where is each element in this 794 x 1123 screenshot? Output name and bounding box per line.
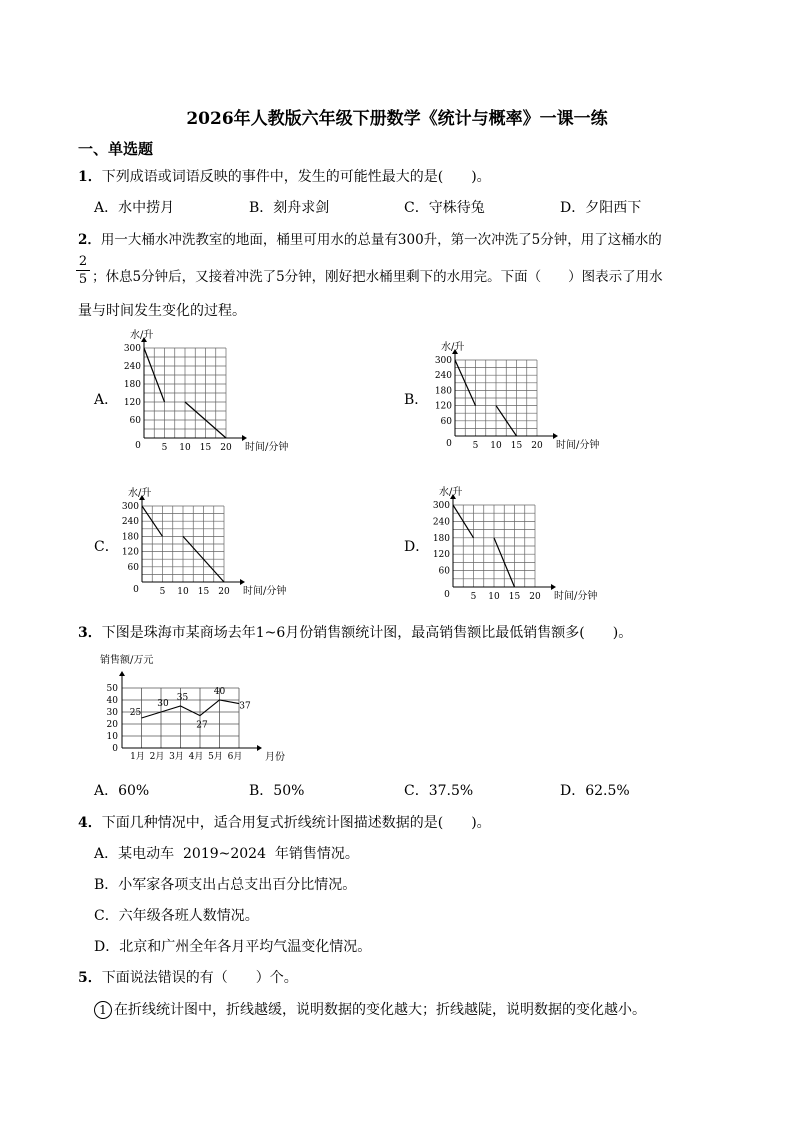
x-tick-label: 1月 xyxy=(130,752,145,762)
y-tick-label: 240 xyxy=(434,371,452,382)
y-tick-label: 240 xyxy=(432,517,450,528)
y-tick-label: 120 xyxy=(121,547,139,558)
y-tick-label: 60 xyxy=(438,566,450,577)
x-axis-label: 时间/分钟 xyxy=(243,586,287,597)
origin-label: 0 xyxy=(135,441,141,451)
y-tick-label: 120 xyxy=(434,401,452,412)
x-tick-label: 6月 xyxy=(227,752,243,762)
x-tick-label: 5 xyxy=(161,443,168,453)
x-tick-label: 15 xyxy=(199,443,212,453)
x-tick-label: 10 xyxy=(177,587,189,597)
page-title: 2026年人教版六年级下册数学《统计与概率》一课一练 xyxy=(186,109,608,129)
question-2-number: 2． xyxy=(78,232,101,248)
data-label: 40 xyxy=(213,687,226,697)
q5-statement-1 xyxy=(94,999,646,1019)
data-label: 35 xyxy=(176,693,189,703)
x-tick-label: 15 xyxy=(510,441,523,451)
x-tick-label: 5 xyxy=(470,592,477,602)
data-line xyxy=(142,700,240,718)
q3-option-a[interactable]: A．60% xyxy=(94,783,150,799)
y-tick-label: 60 xyxy=(440,416,452,427)
question-3-text: 下图是珠海市某商场去年1~6月份销售额统计图，最高销售额比最低销售额多( )。 xyxy=(101,625,633,641)
question-2-text-3: 量与时间发生变化的过程。 xyxy=(78,303,246,319)
fraction-numerator: 2 xyxy=(78,254,88,269)
x-tick-label: 2月 xyxy=(149,752,165,762)
x-tick-label: 3月 xyxy=(169,752,184,762)
circled-number-1: 1 xyxy=(94,1001,112,1019)
data-label: 25 xyxy=(129,708,142,718)
y-tick-label: 180 xyxy=(432,533,450,544)
q2-option-c-label[interactable]: C． xyxy=(94,539,119,555)
y-tick-label: 40 xyxy=(106,696,118,706)
y-tick-label: 240 xyxy=(123,362,141,372)
q1-option-b[interactable]: B．刻舟求剑 xyxy=(249,200,330,216)
section-heading: 一、单选题 xyxy=(78,140,154,158)
q4-option-c[interactable]: C．六年级各班人数情况。 xyxy=(94,908,259,924)
y-tick-label: 300 xyxy=(123,344,141,354)
y-tick-label: 180 xyxy=(121,532,139,543)
y-axis-label: 水/升 xyxy=(128,488,152,499)
q4-option-d[interactable]: D．北京和广州全年各月平均气温变化情况。 xyxy=(94,939,372,955)
y-tick-label: 300 xyxy=(434,356,452,366)
question-5-number: 5． xyxy=(78,970,102,986)
origin-label: 0 xyxy=(446,439,452,449)
x-tick-label: 4月 xyxy=(188,752,204,762)
data-label: 37 xyxy=(239,701,251,712)
q2-option-b-label[interactable]: B． xyxy=(404,392,429,408)
y-axis-label: 水/升 xyxy=(439,487,463,498)
q1-option-c[interactable]: C．守株待兔 xyxy=(404,200,485,216)
origin-label: 0 xyxy=(444,590,450,600)
q2-option-d-label[interactable]: D． xyxy=(404,539,430,555)
q3-option-c[interactable]: C．37.5% xyxy=(404,783,474,799)
y-tick-label: 180 xyxy=(434,386,452,397)
x-axis-label: 时间/分钟 xyxy=(554,591,598,602)
x-tick-label: 20 xyxy=(531,441,543,451)
fraction-denominator: 5 xyxy=(78,272,88,287)
data-label: 30 xyxy=(157,699,169,709)
x-tick-label: 5 xyxy=(472,441,479,451)
q4-option-a[interactable]: A．某电动车 2019~2024 年销售情况。 xyxy=(94,846,359,862)
question-4 xyxy=(78,812,491,832)
x-tick-label: 10 xyxy=(490,441,502,451)
question-2-text-2: ；休息5分钟后，又接着冲洗了5分钟，刚好把水桶里剩下的水用完。下面（ ）图表示了用水 xyxy=(92,269,663,285)
x-tick-label: 5月 xyxy=(208,752,223,762)
y-tick-label: 30 xyxy=(106,708,118,718)
q4-option-b[interactable]: B．小军家各项支出占总支出百分比情况。 xyxy=(94,877,357,893)
q1-option-d[interactable]: D．夕阳西下 xyxy=(560,200,642,216)
q5-statement-1-text: 在折线统计图中，折线越缓，说明数据的变化越大；折线越陡，说明数据的变化越小。 xyxy=(114,1002,646,1018)
x-tick-label: 10 xyxy=(488,592,500,602)
x-tick-label: 5 xyxy=(159,587,166,597)
y-axis-label: 水/升 xyxy=(441,342,465,353)
x-tick-label: 15 xyxy=(508,592,521,602)
x-tick-label: 10 xyxy=(179,443,191,453)
y-tick-label: 120 xyxy=(123,398,141,408)
x-tick-label: 20 xyxy=(529,592,541,602)
question-1-text: 下列成语或词语反映的事件中，发生的可能性最大的是( )。 xyxy=(101,169,491,185)
y-axis-label: 销售额/万元 xyxy=(100,655,154,666)
origin-label: 0 xyxy=(133,585,139,595)
q3-option-d[interactable]: D．62.5% xyxy=(560,783,630,799)
question-4-number: 4． xyxy=(78,815,102,831)
x-tick-label: 20 xyxy=(218,587,230,597)
x-tick-label: 15 xyxy=(197,587,210,597)
x-axis-arrow xyxy=(257,745,262,751)
y-tick-label: 50 xyxy=(106,684,118,694)
y-axis-arrow xyxy=(119,671,125,676)
y-axis-label: 水/升 xyxy=(130,330,154,341)
y-tick-label: 20 xyxy=(106,720,118,730)
x-tick-label: 20 xyxy=(220,443,232,453)
y-tick-label: 60 xyxy=(127,562,139,573)
y-tick-label: 180 xyxy=(123,380,141,390)
data-label: 27 xyxy=(196,720,208,731)
x-axis-label: 时间/分钟 xyxy=(556,440,600,451)
y-tick-label: 60 xyxy=(129,416,141,426)
question-5 xyxy=(78,967,298,987)
x-axis-label: 时间/分钟 xyxy=(245,442,289,453)
q2-option-a-label[interactable]: A． xyxy=(94,392,119,408)
question-2-text-1: 用一大桶水冲洗教室的地面，桶里可用水的总量有300升，第一次冲洗了5分钟，用了这桶水的 xyxy=(100,232,662,248)
question-5-text: 下面说法错误的有（ ）个。 xyxy=(101,970,298,986)
q3-option-b[interactable]: B．50% xyxy=(249,783,305,799)
question-4-text: 下面几种情况中，适合用复式折线统计图描述数据的是( )。 xyxy=(101,815,491,831)
y-tick-label: 0 xyxy=(112,744,118,754)
x-axis-label: 月份 xyxy=(265,752,285,763)
y-tick-label: 120 xyxy=(432,550,450,561)
q1-option-a[interactable]: A．水中捞月 xyxy=(94,200,175,216)
y-tick-label: 10 xyxy=(106,732,118,742)
y-tick-label: 300 xyxy=(121,502,139,512)
question-3-number: 3． xyxy=(78,625,102,641)
y-tick-label: 300 xyxy=(432,501,450,511)
question-1-number: 1． xyxy=(78,169,102,185)
y-tick-label: 240 xyxy=(121,517,139,528)
